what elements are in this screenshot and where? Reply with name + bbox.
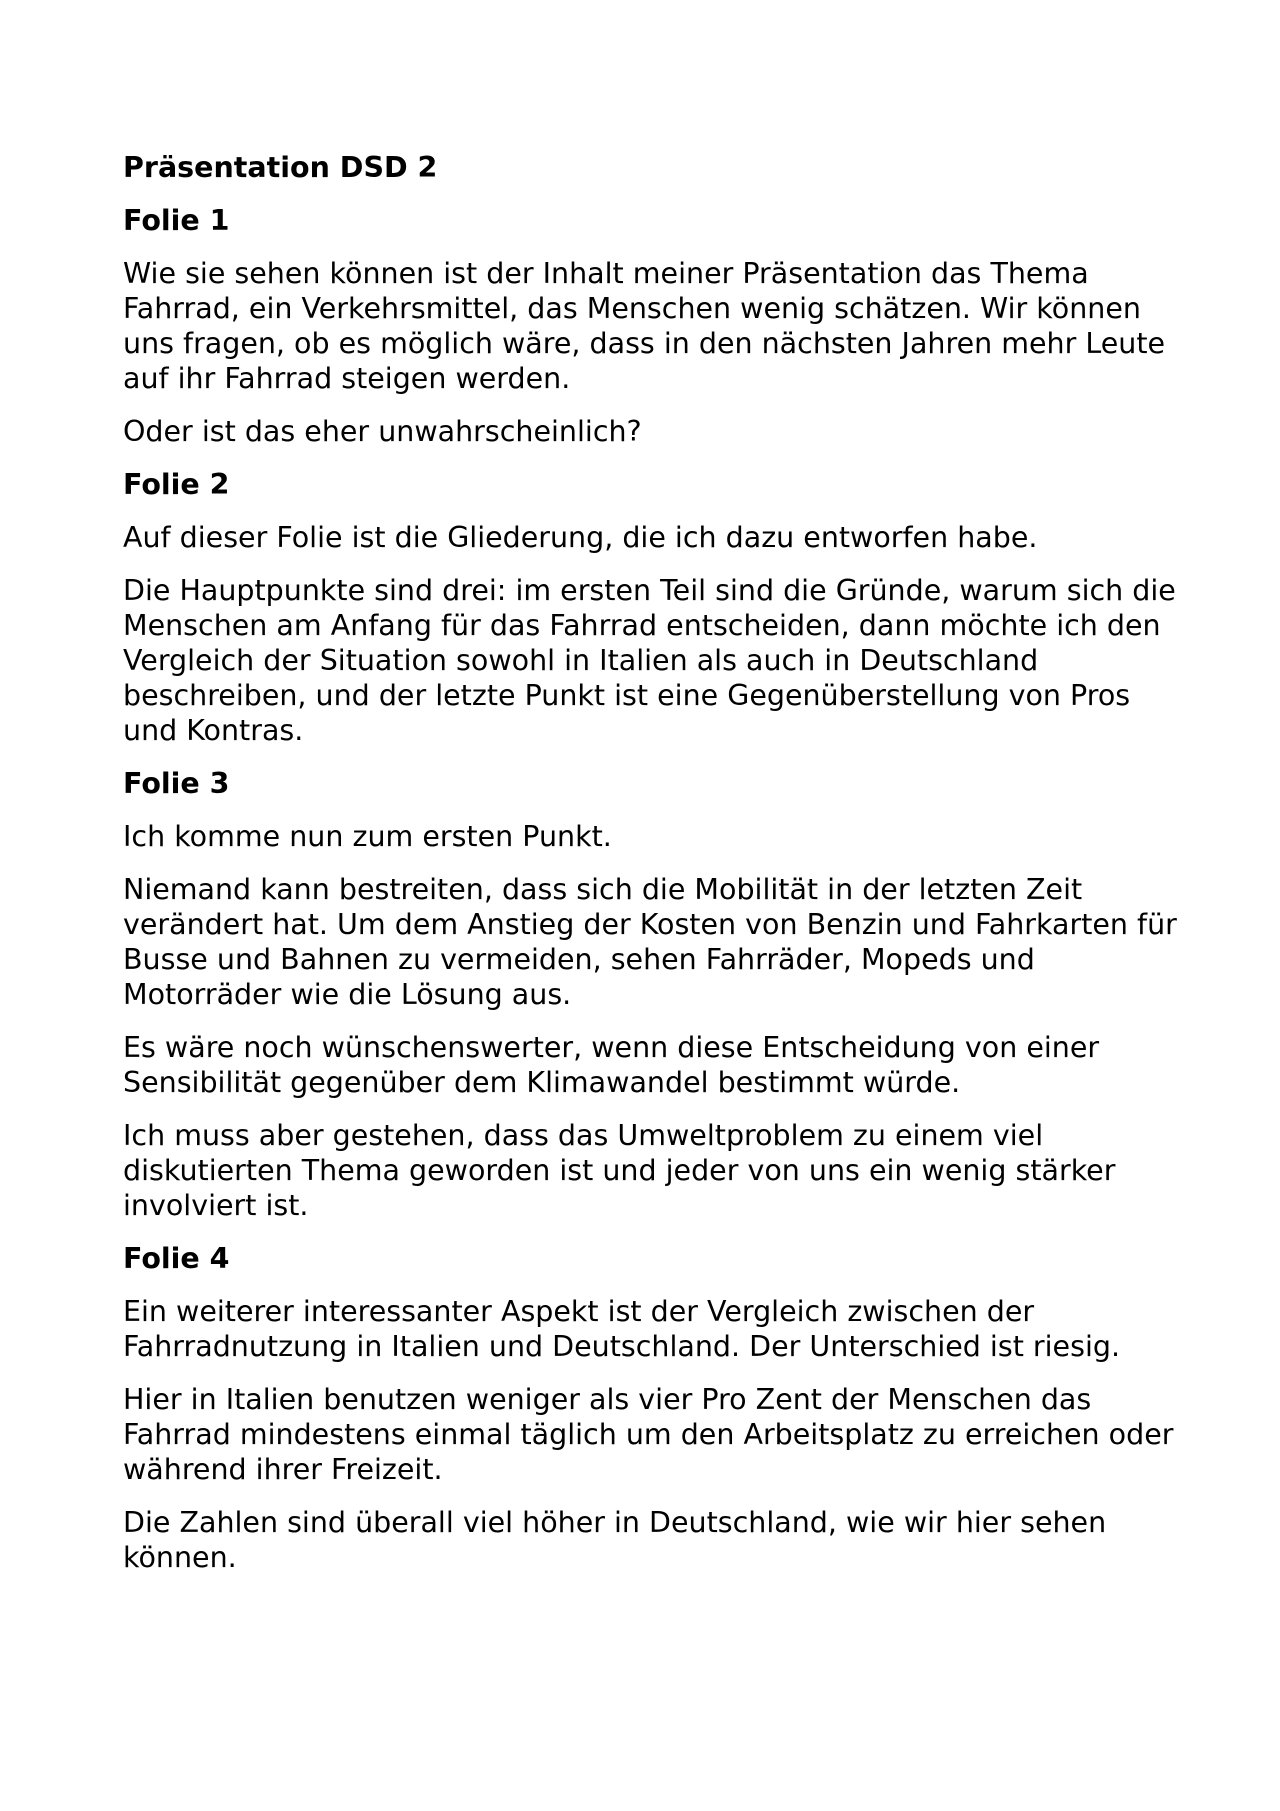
paragraph: Es wäre noch wünschenswerter, wenn diese Entscheidung von einer Sensibilität gegenüber dem Klimawandel bestimmt würde. — [123, 1031, 1100, 1099]
paragraph: Die Hauptpunkte sind drei: im ersten Teil sind die Gründe, warum sich die Menschen am Anfang für das Fahrrad entscheiden, dann möchte ich den Vergleich der Situation sowohl in Italien als auch in Deutschland beschreiben, und der letzte Punkt ist eine Gegenüberstellung von Pros und Kontras. — [123, 574, 1176, 747]
paragraph: Ein weiterer interessanter Aspekt ist der Vergleich zwischen der Fahrradnutzung in Italien und Deutschland. Der Unterschied ist riesig. — [123, 1295, 1121, 1363]
slide-section-1 — [123, 203, 1183, 449]
paragraph: Hier in Italien benutzen weniger als vier Pro Zent der Menschen das Fahrrad mindestens einmal täglich um den Arbeitsplatz zu erreichen oder während ihrer Freizeit. — [123, 1383, 1174, 1486]
slide-heading: Folie 4 — [123, 1242, 230, 1275]
slide-section-4 — [123, 1241, 1183, 1575]
paragraph: Auf dieser Folie ist die Gliederung, die ich dazu entworfen habe. — [123, 521, 1038, 554]
paragraph: Ich muss aber gestehen, dass das Umweltproblem zu einem viel diskutierten Thema geworden ist und jeder von uns ein wenig stärker involviert ist. — [123, 1119, 1116, 1222]
slide-heading: Folie 2 — [123, 468, 230, 501]
slide-section-2 — [123, 467, 1183, 748]
slide-heading: Folie 3 — [123, 767, 230, 800]
paragraph: Niemand kann bestreiten, dass sich die Mobilität in der letzten Zeit verändert hat. Um dem Anstieg der Kosten von Benzin und Fahrkarten für Busse und Bahnen zu vermeiden, sehen Fahrräder, Mopeds und Motorräder wie die Lösung aus. — [123, 873, 1177, 1011]
slide-section-3 — [123, 766, 1183, 1223]
paragraph: Wie sie sehen können ist der Inhalt meiner Präsentation das Thema Fahrrad, ein Verkehrsmittel, das Menschen wenig schätzen. Wir können uns fragen, ob es möglich wäre, dass in den nächsten Jahren mehr Leute auf ihr Fahrrad steigen werden. — [123, 257, 1166, 395]
paragraph: Die Zahlen sind überall viel höher in Deutschland, wie wir hier sehen können. — [123, 1506, 1107, 1574]
paragraph: Oder ist das eher unwahrscheinlich? — [123, 415, 642, 448]
document-title: Präsentation DSD 2 — [123, 151, 438, 184]
document-page — [123, 150, 1183, 1593]
paragraph: Ich komme nun zum ersten Punkt. — [123, 820, 612, 853]
slide-heading: Folie 1 — [123, 204, 230, 237]
